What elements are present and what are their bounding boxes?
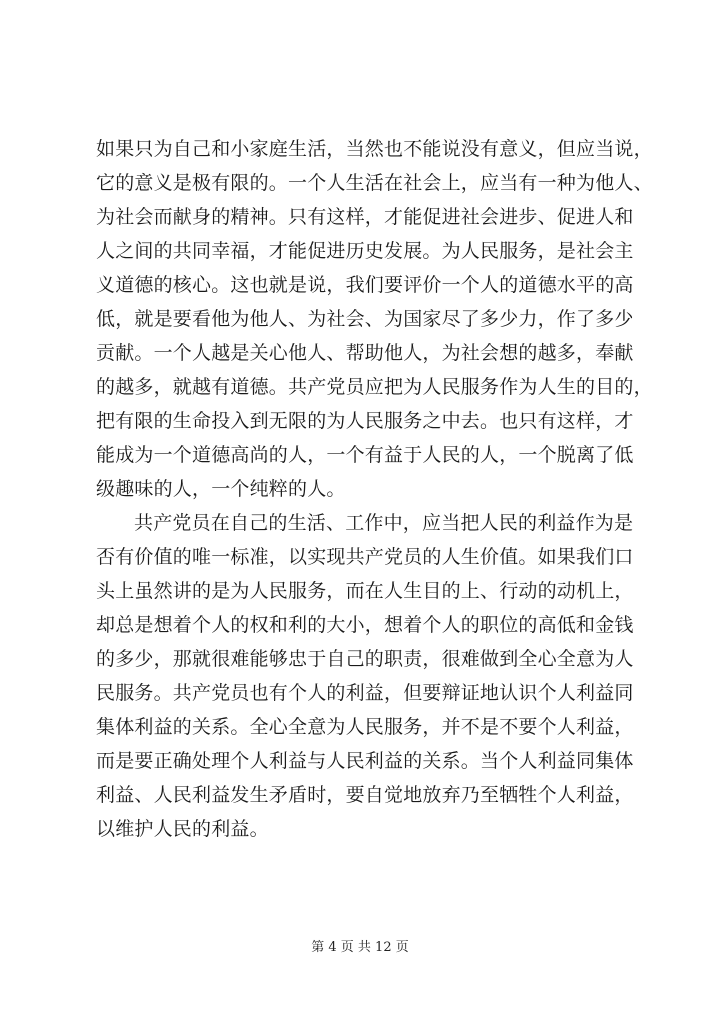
text-line: 而是要正确处理个人利益与人民利益的关系。当个人利益同集体: [96, 750, 634, 772]
text-line: 义道德的核心。这也就是说，我们要评价一个人的道德水平的高: [96, 274, 634, 296]
paragraph-1: [96, 132, 653, 506]
text-line: 民服务。共产党员也有个人的利益，但要辩证地认识个人利益同: [96, 682, 634, 704]
document-body: [96, 132, 653, 846]
text-line: 它的意义是极有限的。一个人生活在社会上，应当有一种为他人、: [96, 172, 653, 194]
text-line: 利益、人民利益发生矛盾时，要自觉地放弃乃至牺牲个人利益，: [96, 784, 634, 806]
paragraph-2: [96, 506, 634, 846]
text-line: 共产党员在自己的生活、工作中，应当把人民的利益作为是: [134, 512, 634, 534]
text-line: 的多少，那就很难能够忠于自己的职责，很难做到全心全意为人: [96, 648, 634, 670]
text-line: 级趣味的人，一个纯粹的人。: [96, 478, 346, 500]
page-number-footer: 第 4 页 共 12 页: [311, 940, 409, 955]
text-line: 否有价值的唯一标准，以实现共产党员的人生价值。如果我们口: [96, 546, 634, 568]
text-line: 集体利益的关系。全心全意为人民服务，并不是不要个人利益，: [96, 716, 634, 738]
text-line: 人之间的共同幸福，才能促进历史发展。为人民服务，是社会主: [96, 240, 634, 262]
text-line: 如果只为自己和小家庭生活，当然也不能说没有意义，但应当说，: [96, 138, 653, 160]
text-line: 贡献。一个人越是关心他人、帮助他人，为社会想的越多，奉献: [96, 342, 634, 364]
text-line: 为社会而献身的精神。只有这样，才能促进社会进步、促进人和: [96, 206, 634, 228]
text-line: 头上虽然讲的是为人民服务，而在人生目的上、行动的动机上，: [96, 580, 634, 602]
text-line: 以维护人民的利益。: [96, 818, 269, 840]
text-line: 把有限的生命投入到无限的为人民服务之中去。也只有这样，才: [96, 410, 634, 432]
text-line: 却总是想着个人的权和利的大小，想着个人的职位的高低和金钱: [96, 614, 634, 636]
text-line: 的越多，就越有道德。共产党员应把为人民服务作为人生的目的，: [96, 376, 653, 398]
text-line: 能成为一个道德高尚的人，一个有益于人民的人，一个脱离了低: [96, 444, 634, 466]
text-line: 低，就是要看他为他人、为社会、为国家尽了多少力，作了多少: [96, 308, 634, 330]
